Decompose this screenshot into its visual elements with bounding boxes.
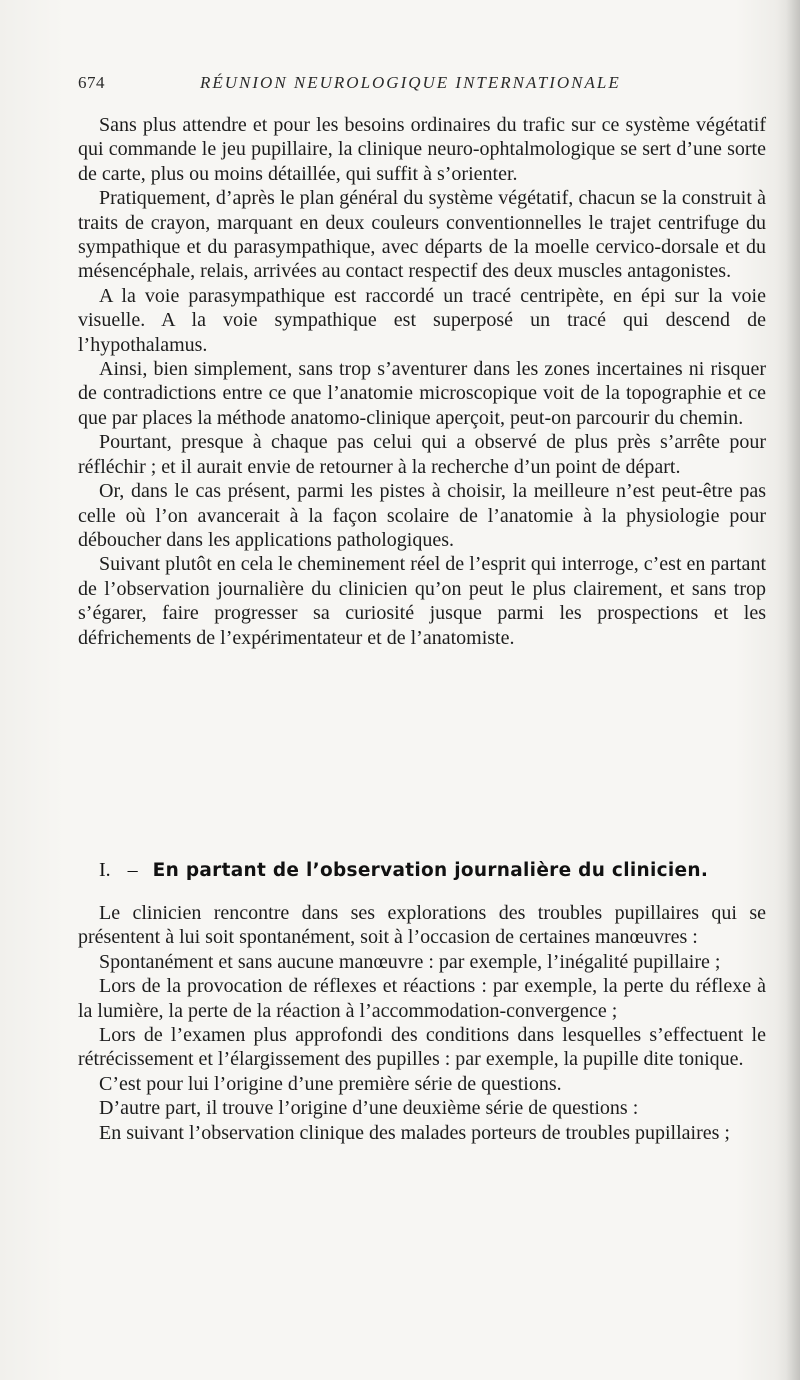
paragraph: D’autre part, il trouve l’origine d’une deuxième série de questions :: [99, 1097, 639, 1120]
page-number: 674: [78, 73, 105, 92]
paragraph: Lors de la provocation de réflexes et réactions : par exemple, la perte du réflexe à la lumière, la perte de la réaction à l’accommodation-convergence ;: [78, 975, 766, 1022]
paragraph: A la voie parasympathique est raccordé un tracé centripète, en épi sur la voie visuelle. A la voie sympathique est superposé un tracé qui descend de l’hypothalamus.: [78, 284, 766, 356]
paragraph: Ainsi, bien simplement, sans trop s’aventurer dans les zones incertaines ni risquer de contradictions entre ce que l’anatomie microscopique voit de la topographie et ce que par places la méthode anatomo-clinique aperçoit, peut-on parcourir du chemin.: [78, 358, 766, 429]
paragraph: Lors de l’examen plus approfondi des conditions dans lesquelles s’effectuent le rétrécissement et l’élargissement des pupilles : par exemple, la pupille dite tonique.: [78, 1024, 766, 1071]
body-text-intro: [78, 113, 766, 650]
section-number: I.: [99, 859, 111, 881]
paragraph: Sans plus attendre et pour les besoins ordinaires du trafic sur ce système végétatif qui commande le jeu pupillaire, la clinique neuro-ophtalmologique se sert d’une sorte de carte, plus ou moins détaillée, qui suffit à s’orienter.: [78, 114, 766, 185]
body-text-section-1: [78, 901, 766, 1145]
section-title: En partant de l’observation journalière du clinicien.: [152, 860, 709, 881]
running-title: RÉUNION NEUROLOGIQUE INTERNATIONALE: [200, 73, 621, 92]
paragraph: En suivant l’observation clinique des malades porteurs de troubles pupillaires ;: [99, 1121, 730, 1144]
running-header: [78, 73, 768, 97]
section-heading: [78, 859, 766, 882]
paragraph: Spontanément et sans aucune manœuvre : par exemple, l’inégalité pupillaire ;: [99, 950, 721, 973]
page-edge-shadow: [786, 0, 800, 1380]
paragraph: Or, dans le cas présent, parmi les pistes à choisir, la meilleure n’est peut-être pas celle où l’on avancerait à la façon scolaire de l’anatomie à la physiologie pour déboucher dans les applications pathologiques.: [78, 480, 766, 551]
section-dash: –: [127, 859, 138, 881]
paragraph: C’est pour lui l’origine d’une première série de questions.: [99, 1072, 562, 1095]
paragraph: Pourtant, presque à chaque pas celui qui a observé de plus près s’arrête pour réfléchir ; et il aurait envie de retourner à la recherche d’un point de départ.: [78, 431, 766, 478]
paragraph: Pratiquement, d’après le plan général du système végétatif, chacun se la construit à traits de crayon, marquant en deux couleurs conventionnelles le trajet centrifuge du sympathique et du parasympathique, avec départs de la moelle cervico-dorsale et du mésencéphale, relais, arrivées au contact respectif des deux muscles antagonistes.: [78, 187, 766, 283]
paragraph: Suivant plutôt en cela le cheminement réel de l’esprit qui interroge, c’est en partant de l’observation journalière du clinicien qu’on peut le plus clairement, et sans trop s’égarer, faire progresser sa curiosité jusque parmi les prospections et les défrichements de l’expérimentateur et de l’anatomiste.: [78, 553, 766, 649]
paragraph: Le clinicien rencontre dans ses explorations des troubles pupillaires qui se présentent à lui soit spontanément, soit à l’occasion de certaines manœuvres :: [78, 902, 766, 949]
